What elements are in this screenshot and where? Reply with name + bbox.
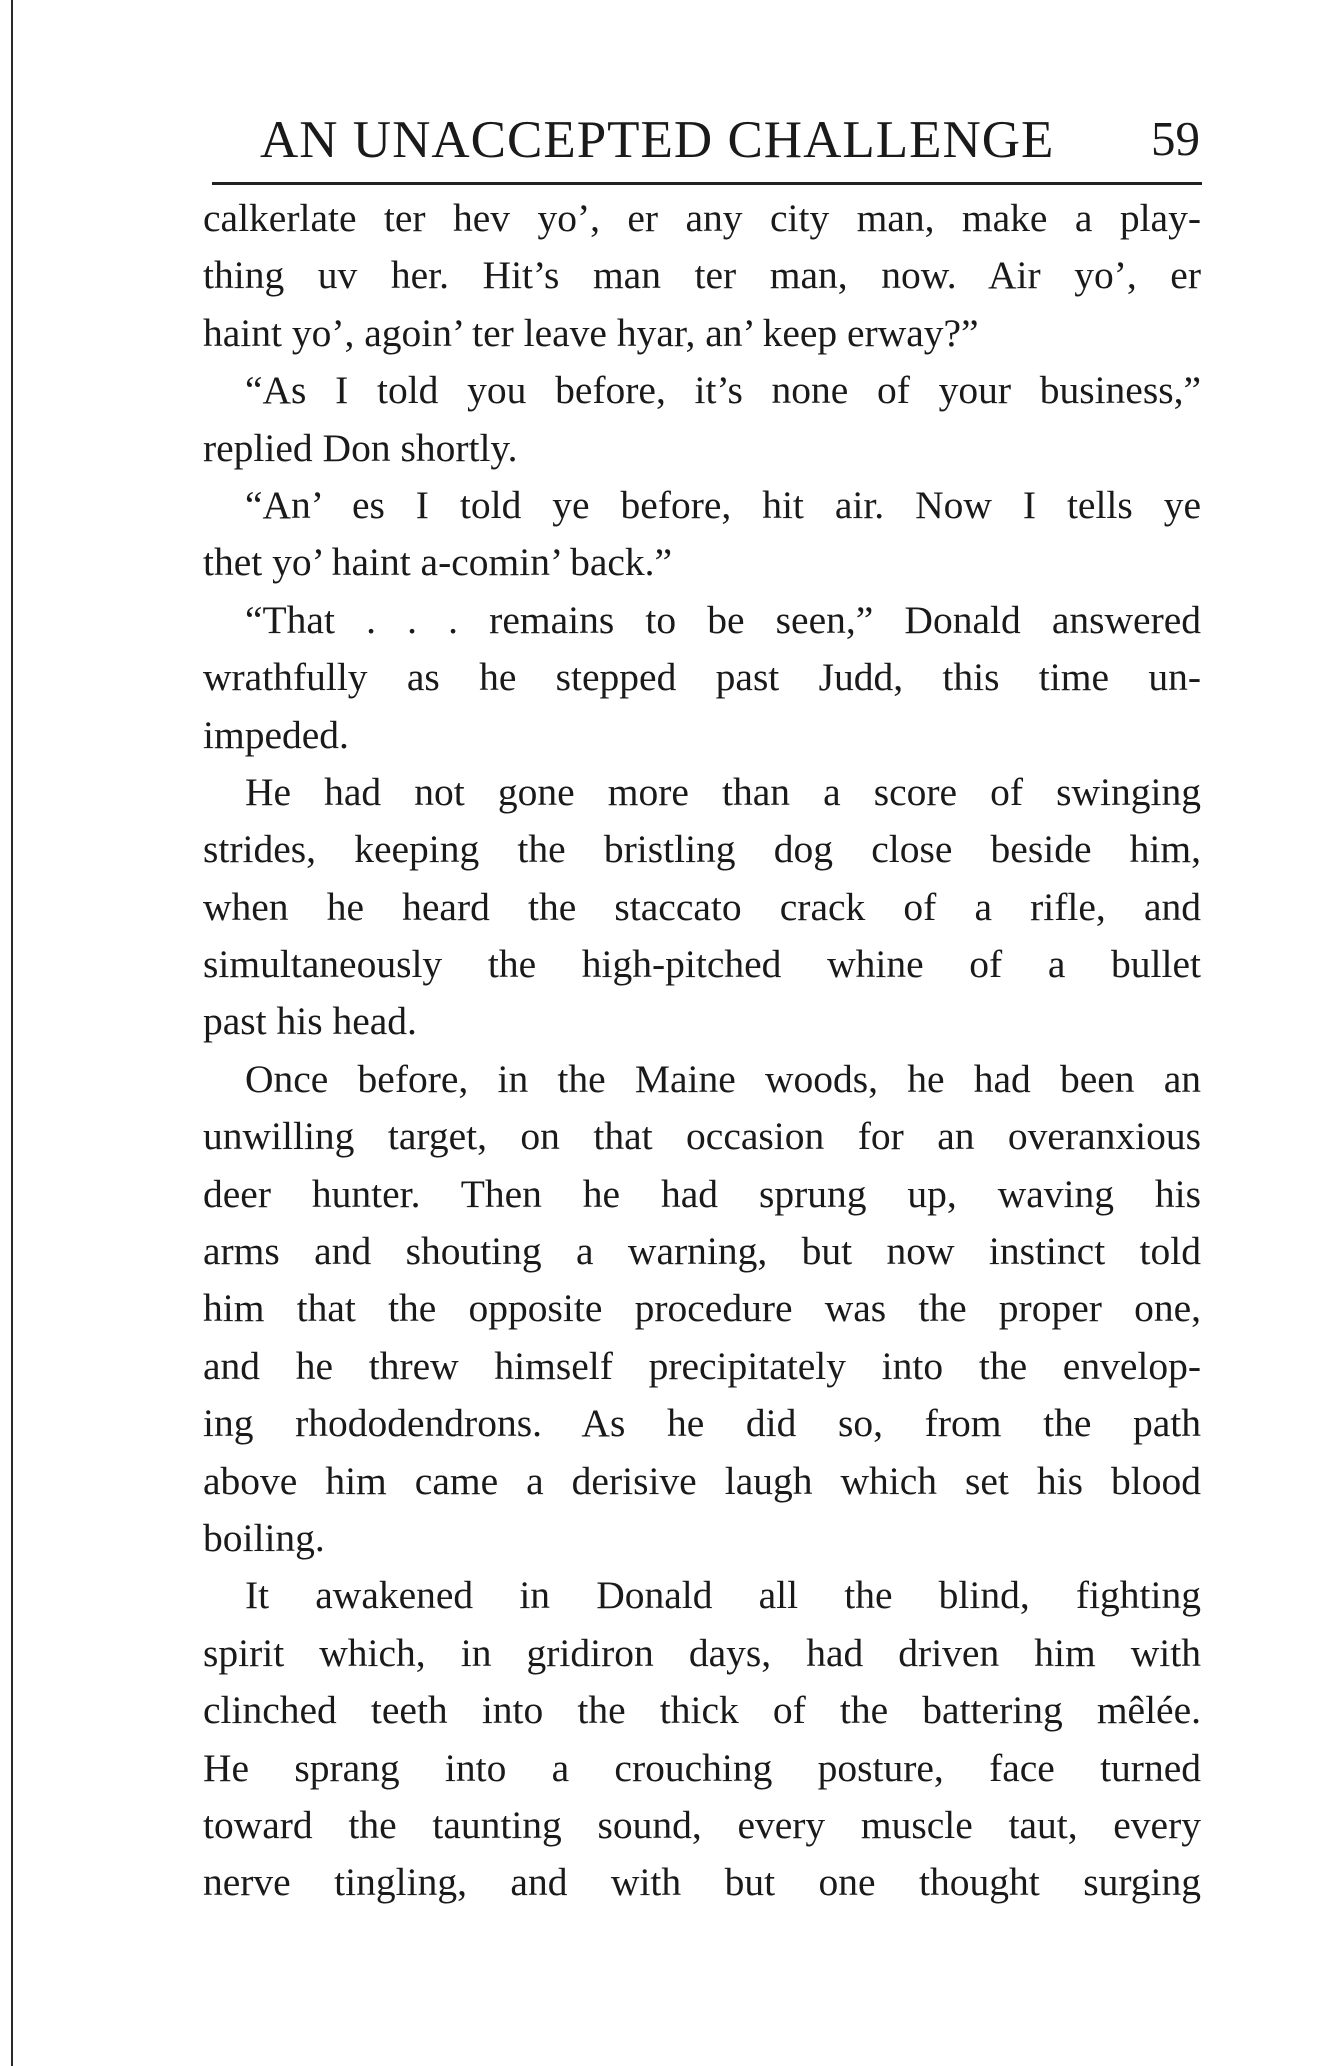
paragraph (203, 190, 1201, 362)
text-line: wrathfully as he stepped past Judd, this time un- (203, 655, 1201, 700)
text-line: past his head. (203, 999, 417, 1044)
text-line: unwilling target, on that occasion for an overanxious (203, 1114, 1201, 1159)
text-line: “As I told you before, it’s none of your business,” (245, 368, 1201, 413)
text-line: arms and shouting a warning, but now instinct told (203, 1229, 1201, 1274)
text-line: thing uv her. Hit’s man ter man, now. Air yo’, er (203, 253, 1201, 298)
header-rule (212, 182, 1202, 185)
text-line: Once before, in the Maine woods, he had been an (245, 1056, 1201, 1101)
text-line: clinched teeth into the thick of the battering mêlée. (203, 1688, 1201, 1733)
text-line: above him came a derisive laugh which set his blood (203, 1458, 1201, 1503)
text-line: replied Don shortly. (203, 425, 518, 470)
text-line: impeded. (203, 712, 349, 757)
text-line: him that the opposite procedure was the proper one, (203, 1286, 1201, 1331)
page-number: 59 (1151, 111, 1200, 166)
text-line: strides, keeping the bristling dog close beside him, (203, 827, 1201, 872)
paragraph (203, 477, 1201, 592)
text-line: when he heard the staccato crack of a rifle, and (203, 884, 1201, 929)
text-line: ing rhododendrons. As he did so, from the path (203, 1401, 1201, 1446)
paragraph (203, 1051, 1201, 1568)
text-line: deer hunter. Then he had sprung up, waving his (203, 1171, 1201, 1216)
paragraph (203, 362, 1201, 477)
scan-gutter-line (11, 0, 13, 2066)
page-header (205, 102, 1200, 176)
text-line: thet yo’ haint a-comin’ back.” (203, 540, 673, 585)
paragraph (203, 1567, 1201, 1911)
text-line: boiling. (203, 1515, 325, 1560)
text-line: spirit which, in gridiron days, had driven him with (203, 1630, 1201, 1675)
text-line: “That . . . remains to be seen,” Donald answered (245, 597, 1201, 642)
running-head: AN UNACCEPTED CHALLENGE (260, 111, 1055, 169)
paragraph (203, 592, 1201, 764)
text-line: and he threw himself precipitately into the envelop- (203, 1343, 1201, 1388)
text-line: haint yo’, agoin’ ter leave hyar, an’ keep erway?” (203, 310, 979, 355)
body-text (203, 190, 1201, 1912)
text-line: nerve tingling, and with but one thought surging (203, 1860, 1201, 1905)
text-line: “An’ es I told ye before, hit air. Now I tells ye (245, 482, 1201, 527)
text-line: toward the taunting sound, every muscle taut, every (203, 1802, 1201, 1847)
text-line: simultaneously the high-pitched whine of a bullet (203, 942, 1201, 987)
text-line: It awakened in Donald all the blind, fighting (245, 1573, 1201, 1618)
text-line: calkerlate ter hev yo’, er any city man, make a play- (203, 196, 1201, 240)
paragraph (203, 764, 1201, 1051)
text-line: He had not gone more than a score of swinging (245, 769, 1201, 814)
text-line: He sprang into a crouching posture, face turned (203, 1745, 1201, 1790)
